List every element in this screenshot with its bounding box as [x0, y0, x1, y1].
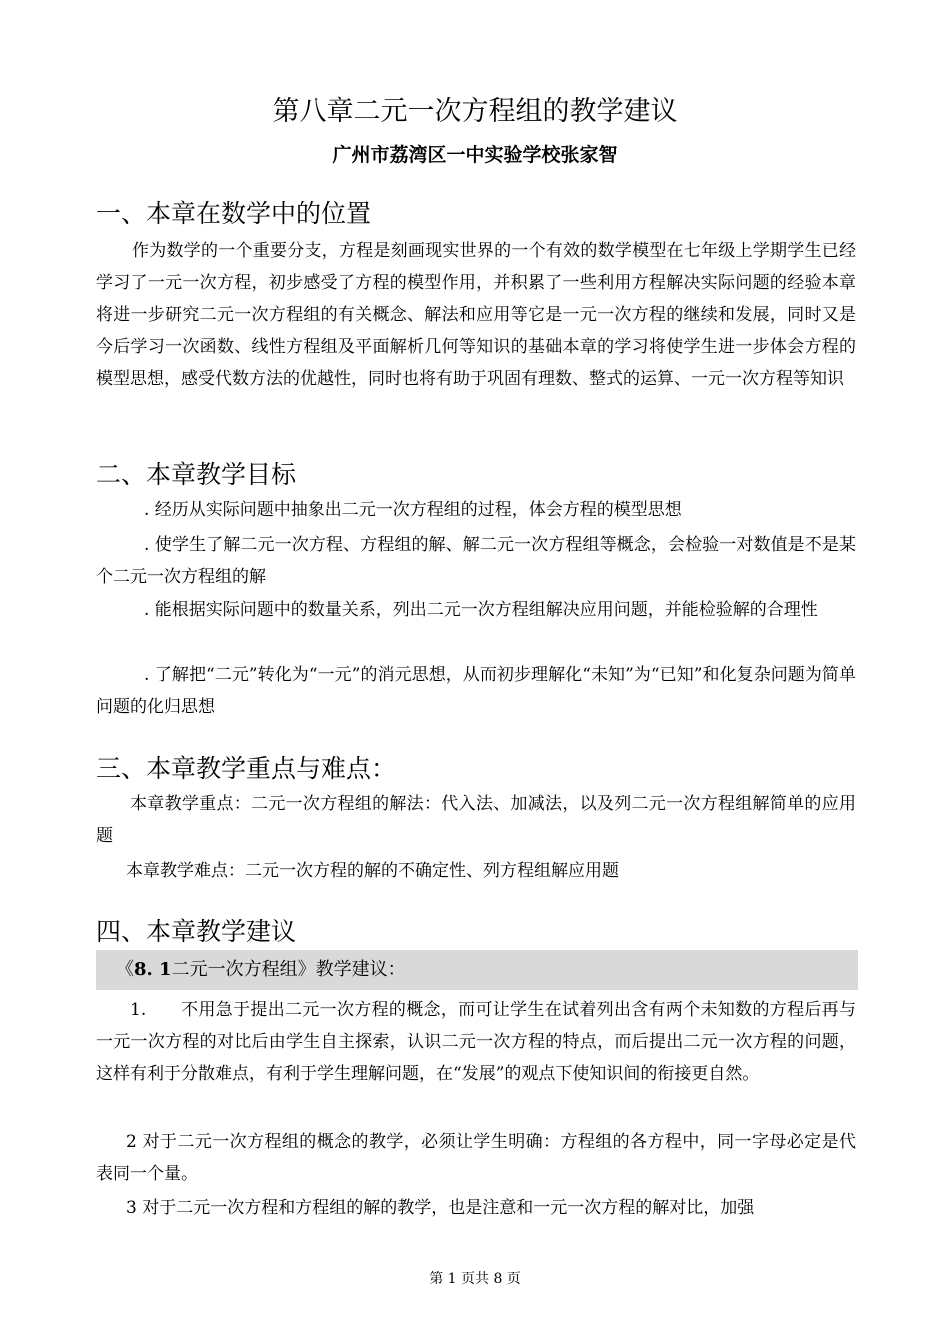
document-author: 广州市荔湾区一中实验学校张家智: [332, 144, 618, 166]
key-points-text: 本章教学重点：二元一次方程组的解法：代入法、加减法，以及列二元一次方程组解简单的应用题: [96, 794, 856, 846]
section-1-paragraph: 作为数学的一个重要分支，方程是刻画现实世界的一个有效的数学模型在七年级上学期学生已经学习了一元一次方程，初步感受了方程的模型作用，并积累了一些利用方程解决实际问题的经验本章将进一步研究二元一次方程组的有关概念、解法和应用等它是一元一次方程的继续和发展，同时又是今后学习一次函数、线性方程组及平面解析几何等知识的基础本章的学习将使学生进一步体会方程的模型思想，感受代数方法的优越性，同时也将有助于巩固有理数、整式的运算、一元一次方程等知识: [96, 241, 856, 389]
subsection-heading-number: 8. 1: [134, 959, 172, 980]
document-title: 第八章二元一次方程组的教学建议: [272, 96, 678, 127]
suggestion-item-1: 1. 不用急于提出二元一次方程的概念，而可让学生在试着列出含有两个未知数的方程后再与一元一次方程的对比后由学生自主探索，认识二元一次方程的特点，而后提出二元一次方程的问题，这样有利于分散难点，有利于学生理解问题，在“发展”的观点下使知识间的衔接更自然。: [96, 1000, 856, 1084]
goal-item-2: . 使学生了解二元一次方程、方程组的解、解二元一次方程组等概念，会检验一对数值是不是某个二元一次方程组的解: [96, 535, 856, 587]
section-4-heading: 四、本章教学建议: [96, 917, 297, 946]
section-1-heading: 一、本章在数学中的位置: [96, 199, 372, 228]
page-number-footer: 第 1 页共 8 页: [429, 1271, 521, 1287]
subsection-heading-prefix: 《: [116, 959, 134, 980]
suggestion-item-3: 3 对于二元一次方程和方程组的解的教学，也是注意和一元一次方程的解对比，加强: [126, 1198, 755, 1218]
goal-item-1: . 经历从实际问题中抽象出二元一次方程组的过程，体会方程的模型思想: [144, 500, 682, 520]
goal-item-3: . 能根据实际问题中的数量关系，列出二元一次方程组解决应用问题，并能检验解的合理性: [144, 600, 818, 620]
goal-item-4: . 了解把“二元”转化为“一元”的消元思想，从而初步理解化“未知”为“已知”和化复杂问题为简单问题的化归思想: [96, 665, 856, 717]
section-3-heading: 三、本章教学重点与难点：: [96, 754, 397, 783]
difficulties-text: 本章教学难点：二元一次方程的解的不确定性、列方程组解应用题: [126, 861, 619, 881]
subsection-heading-title: 二元一次方程组》教学建议：: [171, 959, 406, 980]
suggestion-item-2: 2 对于二元一次方程组的概念的教学，必须让学生明确：方程组的各方程中，同一字母必定是代表同一个量。: [96, 1132, 856, 1184]
section-2-heading: 二、本章教学目标: [96, 460, 297, 489]
subsection-heading: [116, 954, 406, 986]
